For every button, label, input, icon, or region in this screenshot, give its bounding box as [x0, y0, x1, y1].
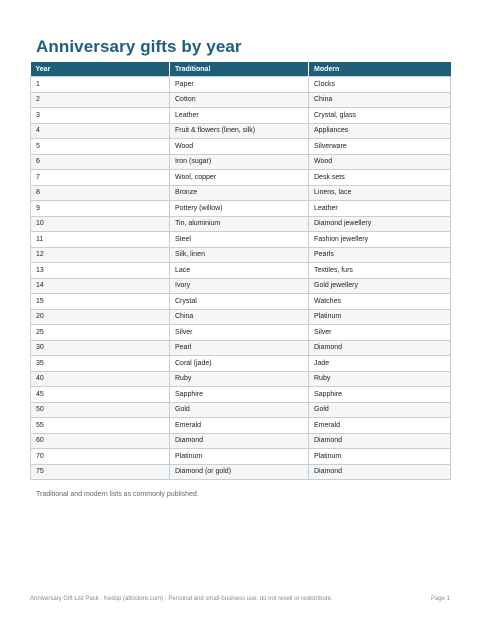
cell-year: 20 [31, 309, 170, 325]
cell-modern: Diamond [309, 340, 451, 356]
cell-year: 75 [31, 464, 170, 480]
column-header-year: Year [31, 62, 170, 77]
cell-traditional: Silk, linen [170, 247, 309, 263]
cell-year: 12 [31, 247, 170, 263]
table-row [31, 418, 451, 434]
table-row [31, 325, 451, 341]
cell-traditional: Cotton [170, 92, 309, 108]
cell-traditional: Iron (sugar) [170, 154, 309, 170]
cell-year: 60 [31, 433, 170, 449]
cell-traditional: Bronze [170, 185, 309, 201]
cell-year: 30 [31, 340, 170, 356]
cell-year: 5 [31, 139, 170, 155]
cell-traditional: Fruit & flowers (linen, silk) [170, 123, 309, 139]
cell-traditional: Steel [170, 232, 309, 248]
table-row [31, 449, 451, 465]
cell-modern: Jade [309, 356, 451, 372]
cell-year: 7 [31, 170, 170, 186]
cell-traditional: Tin, aluminium [170, 216, 309, 232]
cell-modern: Desk sets [309, 170, 451, 186]
cell-year: 10 [31, 216, 170, 232]
cell-traditional: Leather [170, 108, 309, 124]
cell-modern: Platinum [309, 309, 451, 325]
cell-traditional: Diamond (or gold) [170, 464, 309, 480]
cell-traditional: Paper [170, 77, 309, 93]
cell-traditional: Gold [170, 402, 309, 418]
table-header-row [31, 62, 451, 77]
table-row [31, 371, 451, 387]
cell-year: 50 [31, 402, 170, 418]
cell-modern: China [309, 92, 451, 108]
column-header-modern: Modern [309, 62, 451, 77]
cell-modern: Fashion jewellery [309, 232, 451, 248]
cell-year: 15 [31, 294, 170, 310]
cell-year: 55 [31, 418, 170, 434]
table-row [31, 340, 451, 356]
cell-modern: Diamond [309, 464, 451, 480]
table-row [31, 294, 451, 310]
table-row [31, 123, 451, 139]
anniversary-gifts-table [30, 62, 451, 480]
cell-traditional: Pottery (willow) [170, 201, 309, 217]
cell-traditional: Pearl [170, 340, 309, 356]
cell-year: 25 [31, 325, 170, 341]
table-row [31, 154, 451, 170]
cell-modern: Sapphire [309, 387, 451, 403]
table-row [31, 170, 451, 186]
cell-year: 8 [31, 185, 170, 201]
cell-traditional: Wool, copper [170, 170, 309, 186]
table-row [31, 387, 451, 403]
table-row [31, 201, 451, 217]
cell-modern: Wood [309, 154, 451, 170]
cell-modern: Diamond [309, 433, 451, 449]
footer-page-number: Page 1 [430, 596, 450, 602]
cell-year: 70 [31, 449, 170, 465]
table-body [31, 77, 451, 480]
cell-traditional: Diamond [170, 433, 309, 449]
cell-modern: Emerald [309, 418, 451, 434]
cell-traditional: Ruby [170, 371, 309, 387]
cell-modern: Gold [309, 402, 451, 418]
table-row [31, 247, 451, 263]
table-row [31, 232, 451, 248]
cell-modern: Diamond jewellery [309, 216, 451, 232]
cell-traditional: Sapphire [170, 387, 309, 403]
cell-year: 11 [31, 232, 170, 248]
table-row [31, 402, 451, 418]
table-row [31, 185, 451, 201]
table-note: Traditional and modern lists as commonly published. [36, 491, 199, 498]
cell-modern: Textiles, furs [309, 263, 451, 279]
cell-traditional: Emerald [170, 418, 309, 434]
table-row [31, 139, 451, 155]
cell-modern: Linens, lace [309, 185, 451, 201]
table-row [31, 278, 451, 294]
cell-year: 9 [31, 201, 170, 217]
table-row [31, 108, 451, 124]
table-row [31, 263, 451, 279]
cell-traditional: China [170, 309, 309, 325]
column-header-traditional: Traditional [170, 62, 309, 77]
table-row [31, 433, 451, 449]
cell-traditional: Ivory [170, 278, 309, 294]
cell-traditional: Wood [170, 139, 309, 155]
cell-modern: Silverware [309, 139, 451, 155]
cell-modern: Silver [309, 325, 451, 341]
cell-modern: Clocks [309, 77, 451, 93]
table-row [31, 309, 451, 325]
page-title: Anniversary gifts by year [36, 37, 242, 56]
cell-traditional: Platinum [170, 449, 309, 465]
cell-traditional: Crystal [170, 294, 309, 310]
table-row [31, 464, 451, 480]
cell-modern: Crystal, glass [309, 108, 451, 124]
cell-traditional: Silver [170, 325, 309, 341]
cell-year: 3 [31, 108, 170, 124]
cell-modern: Platinum [309, 449, 451, 465]
footer-license-text: Anniversary Gift List Pack · Kedop (altostore.com) · Personal and small-business use; do not resell or redistribute. [30, 596, 333, 602]
table-header [31, 62, 451, 77]
table-row [31, 356, 451, 372]
cell-modern: Gold jewellery [309, 278, 451, 294]
cell-year: 45 [31, 387, 170, 403]
table-row [31, 216, 451, 232]
cell-year: 6 [31, 154, 170, 170]
cell-year: 35 [31, 356, 170, 372]
cell-year: 4 [31, 123, 170, 139]
cell-traditional: Lace [170, 263, 309, 279]
table-row [31, 77, 451, 93]
cell-modern: Leather [309, 201, 451, 217]
cell-traditional: Coral (jade) [170, 356, 309, 372]
cell-year: 2 [31, 92, 170, 108]
cell-year: 40 [31, 371, 170, 387]
cell-modern: Pearls [309, 247, 451, 263]
cell-year: 13 [31, 263, 170, 279]
cell-modern: Appliances [309, 123, 451, 139]
table-row [31, 92, 451, 108]
cell-modern: Ruby [309, 371, 451, 387]
cell-modern: Watches [309, 294, 451, 310]
cell-year: 1 [31, 77, 170, 93]
cell-year: 14 [31, 278, 170, 294]
